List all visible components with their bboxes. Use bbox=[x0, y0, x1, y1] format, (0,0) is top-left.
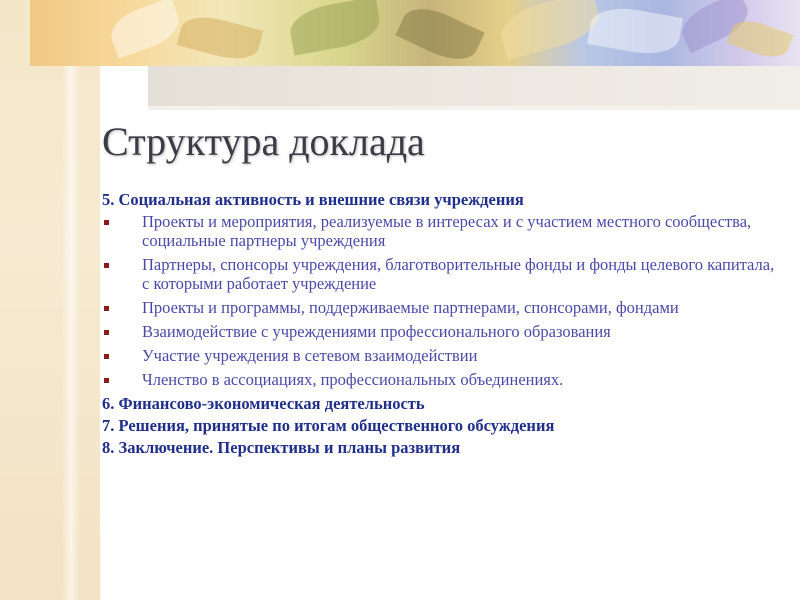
bullet-icon bbox=[104, 306, 109, 311]
leaf-decoration bbox=[105, 0, 184, 59]
bullet-icon bbox=[104, 354, 109, 359]
list-item bbox=[102, 298, 782, 317]
list-item bbox=[102, 212, 782, 250]
list-item-text: Членство в ассоциациях, профессиональных объединениях. bbox=[142, 370, 564, 389]
section-7-heading: 7. Решения, принятые по итогам общественного обсуждения bbox=[102, 416, 555, 435]
bullet-icon bbox=[104, 330, 109, 335]
leaf-decoration bbox=[587, 3, 683, 60]
leaf-decoration bbox=[287, 0, 383, 55]
decorative-left-strip bbox=[0, 0, 100, 600]
leaf-decoration bbox=[496, 0, 604, 60]
section-6-heading: 6. Финансово-экономическая деятельность bbox=[102, 394, 425, 413]
list-item-text: Участие учреждения в сетевом взаимодействии bbox=[142, 346, 478, 365]
section-5-list bbox=[102, 212, 782, 389]
bullet-icon bbox=[104, 220, 109, 225]
leaf-decoration bbox=[177, 10, 264, 65]
section-5-heading: 5. Социальная активность и внешние связи учреждения bbox=[102, 190, 524, 209]
slide-title: Структура доклада bbox=[102, 119, 425, 164]
list-item bbox=[102, 322, 782, 341]
list-item bbox=[102, 370, 782, 389]
list-item bbox=[102, 346, 782, 365]
bullet-icon bbox=[104, 263, 109, 268]
list-item-text: Проекты и мероприятия, реализуемые в интересах и с участием местного сообщества, социальные партнеры учреждения bbox=[142, 212, 752, 250]
list-item-text: Проекты и программы, поддерживаемые партнерами, спонсорами, фондами bbox=[142, 298, 679, 317]
leaf-decoration bbox=[395, 0, 484, 66]
bullet-icon bbox=[104, 378, 109, 383]
section-8-heading: 8. Заключение. Перспективы и планы развития bbox=[102, 438, 461, 457]
list-item-text: Партнеры, спонсоры учреждения, благотворительные фонды и фонды целевого капитала, с которыми работает учреждение bbox=[142, 255, 775, 293]
decorative-header-line bbox=[148, 106, 800, 110]
decorative-header-bar bbox=[148, 66, 800, 106]
slide-content bbox=[102, 190, 782, 457]
list-item bbox=[102, 255, 782, 293]
decorative-top-banner bbox=[30, 0, 800, 66]
list-item-text: Взаимодействие с учреждениями профессионального образования bbox=[142, 322, 611, 341]
